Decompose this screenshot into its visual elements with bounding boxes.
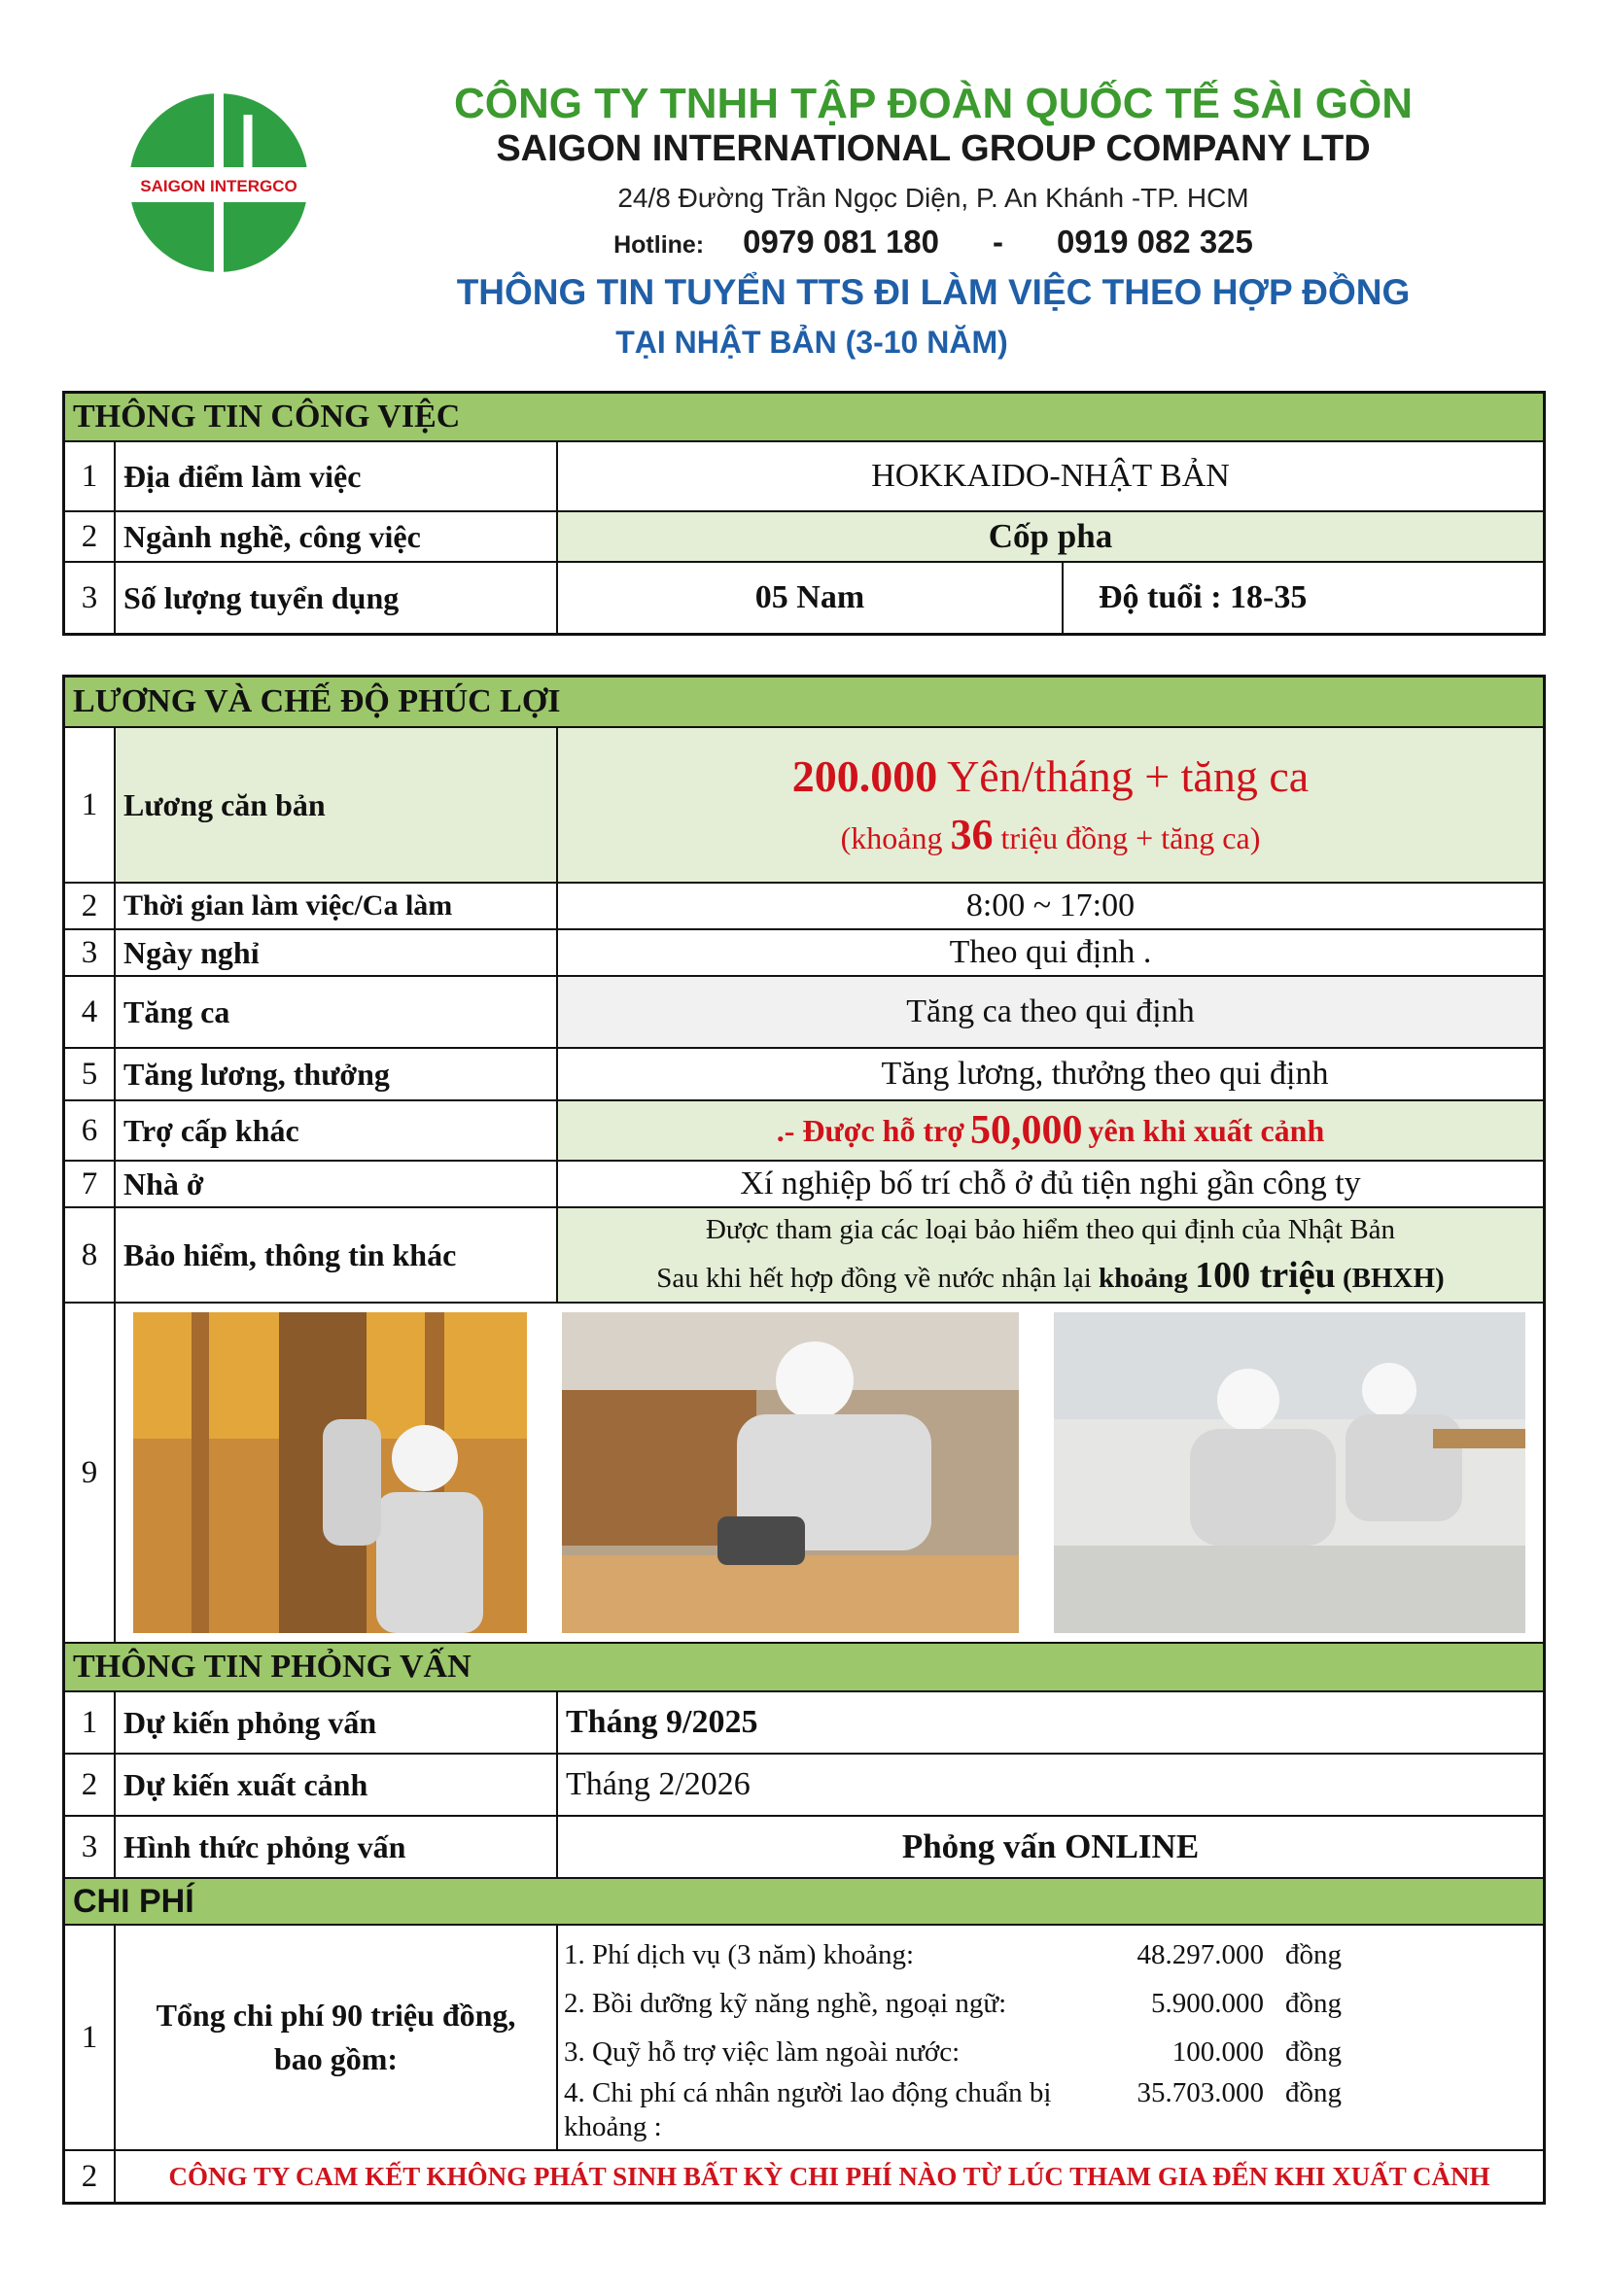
- hotline-number-1: 0979 081 180: [743, 224, 940, 260]
- allowance-prefix: .- Được hỗ trợ: [776, 1112, 965, 1148]
- row-number: 1: [65, 1692, 116, 1753]
- row-number: 2: [65, 2151, 116, 2202]
- recruit-title: THÔNG TIN TUYỂN TTS ĐI LÀM VIỆC THEO HỢP ĐỒNG: [456, 272, 1411, 312]
- raise-bonus-value: Tăng lương, thưởng theo qui định: [881, 1056, 1329, 1092]
- job-info-title: THÔNG TIN CÔNG VIỆC: [73, 399, 461, 435]
- cost-item-unit: đồng: [1285, 2035, 1342, 2068]
- salary-suffix: Yên/tháng + tăng ca: [937, 751, 1310, 801]
- raise-bonus-label: Tăng lương, thưởng: [116, 1049, 558, 1099]
- salary-benefits-table: [62, 675, 1546, 2205]
- allowance-suffix: yên khi xuất cảnh: [1088, 1112, 1325, 1148]
- row-number: 3: [65, 930, 116, 975]
- age-range: Độ tuổi : 18-35: [1099, 579, 1308, 615]
- cost-item-amount: 5.900.000: [1151, 1987, 1264, 2019]
- insurance-value: [558, 1208, 1543, 1302]
- cost-item-label: 3. Quỹ hỗ trợ việc làm ngoài nước:: [564, 2035, 961, 2068]
- days-off-value: Theo qui định .: [949, 934, 1152, 970]
- working-hours-label: Thời gian làm việc/Ca làm: [116, 884, 558, 928]
- company-name-en: SAIGON INTERNATIONAL GROUP COMPANY LTD: [496, 128, 1371, 169]
- allowance-label: Trợ cấp khác: [116, 1101, 558, 1160]
- company-logo: [122, 86, 316, 280]
- cost-item-amount: 48.297.000: [1136, 1938, 1264, 1970]
- row-number: 8: [65, 1208, 116, 1302]
- approx-suffix: triệu đồng + tăng ca): [993, 820, 1261, 855]
- cost-item-unit: đồng: [1285, 2077, 1342, 2109]
- occupation-value: Cốp pha: [558, 512, 1543, 561]
- insurance-line-2-bold: khoảng: [1099, 1262, 1196, 1294]
- headcount-label: Số lượng tuyển dụng: [116, 563, 558, 633]
- work-location-value: HOKKAIDO-NHẬT BẢN: [871, 458, 1230, 494]
- overtime-value: Tăng ca theo qui định: [558, 977, 1543, 1047]
- cost-item-label: 1. Phí dịch vụ (3 năm) khoảng:: [564, 1938, 915, 1970]
- interview-format-label: Hình thức phỏng vấn: [116, 1817, 558, 1877]
- departure-date-value: Tháng 2/2026: [566, 1766, 751, 1802]
- job-info-table: [62, 391, 1546, 636]
- row-number: 3: [65, 1817, 116, 1877]
- housing-label: Nhà ở: [116, 1162, 558, 1206]
- row-number: 4: [65, 977, 116, 1047]
- cost-item-amount: 35.703.000: [1136, 2077, 1264, 2109]
- row-number: 2: [65, 512, 116, 561]
- costs-title: CHI PHÍ: [73, 1882, 194, 1920]
- days-off-label: Ngày nghỉ: [116, 930, 558, 975]
- interview-date-label: Dự kiến phỏng vấn: [116, 1692, 558, 1753]
- base-salary-label: Lương căn bản: [116, 728, 558, 882]
- row-number: 1: [65, 1926, 116, 2149]
- salary-amount: 200.000: [791, 751, 938, 801]
- photo-gallery: [116, 1304, 1543, 1642]
- cost-item: [564, 2076, 1537, 2144]
- interview-date-value: Tháng 9/2025: [566, 1704, 758, 1740]
- insurance-line-2-prefix: Sau khi hết hợp đồng về nước nhận lại: [656, 1262, 1100, 1294]
- hotline-label: Hotline:: [613, 231, 705, 259]
- interview-format-value: Phỏng vấn ONLINE: [901, 1827, 1200, 1865]
- overtime-label: Tăng ca: [116, 977, 558, 1047]
- row-number: 3: [65, 563, 116, 633]
- cost-item: [564, 1979, 1537, 2028]
- hotline-number-2: 0919 082 325: [1057, 224, 1253, 260]
- company-address: 24/8 Đường Trần Ngọc Diện, P. An Khánh -TP. HCM: [617, 183, 1249, 213]
- base-salary-value: [558, 728, 1543, 882]
- cost-item: [564, 2028, 1537, 2076]
- row-number: 1: [65, 442, 116, 510]
- photo-workers-measuring: [1054, 1312, 1525, 1633]
- row-number: 6: [65, 1101, 116, 1160]
- cost-item-label: 2. Bồi dưỡng kỹ năng nghề, ngoại ngữ:: [564, 1987, 1007, 2019]
- row-number: 2: [65, 1755, 116, 1815]
- interview-title: THÔNG TIN PHỎNG VẤN: [73, 1649, 472, 1685]
- insurance-line-2-suffix: (BHXH): [1335, 1262, 1445, 1294]
- cost-summary: Tổng chi phí 90 triệu đồng, bao gồm:: [116, 1926, 558, 2149]
- working-hours-value: 8:00 ~ 17:00: [965, 887, 1136, 923]
- row-number: 1: [65, 728, 116, 882]
- occupation-label: Ngành nghề, công việc: [116, 512, 558, 561]
- cost-item-unit: đồng: [1285, 1938, 1342, 1970]
- approx-amount: 36: [950, 811, 994, 858]
- salary-title: LƯƠNG VÀ CHẾ ĐỘ PHÚC LỢI: [73, 683, 561, 719]
- company-name-vn: CÔNG TY TNHH TẬP ĐOÀN QUỐC TẾ SÀI GÒN: [454, 80, 1413, 127]
- work-location-label: Địa điểm làm việc: [116, 442, 558, 510]
- no-extra-cost-commitment: CÔNG TY CAM KẾT KHÔNG PHÁT SINH BẤT KỲ CHI PHÍ NÀO TỪ LÚC THAM GIA ĐẾN KHI XUẤT CẢNH: [168, 2161, 1490, 2191]
- allowance-amount: 50,000: [970, 1108, 1083, 1153]
- hotline-separator: -: [993, 224, 1004, 260]
- row-number: 9: [65, 1304, 116, 1642]
- cost-breakdown: [558, 1926, 1543, 2149]
- cost-item-label: 4. Chi phí cá nhân người lao động chuẩn bị khoảng :: [564, 2077, 1052, 2142]
- cost-item: [564, 1931, 1537, 1979]
- photo-worker-formwork: [133, 1312, 527, 1633]
- departure-date-label: Dự kiến xuất cảnh: [116, 1755, 558, 1815]
- row-number: 5: [65, 1049, 116, 1099]
- insurance-line-1: Được tham gia các loại bảo hiểm theo qui định của Nhật Bản: [705, 1213, 1396, 1245]
- photo-worker-cutting-wood: [562, 1312, 1019, 1633]
- allowance-value: [558, 1101, 1543, 1160]
- hotline: [321, 224, 1546, 261]
- insurance-label: Bảo hiểm, thông tin khác: [116, 1208, 558, 1302]
- housing-value: Xí nghiệp bố trí chỗ ở đủ tiện nghi gần công ty: [740, 1165, 1361, 1201]
- insurance-amount: 100 triệu: [1195, 1254, 1336, 1296]
- logo-text: SAIGON INTERGCO: [140, 177, 297, 195]
- approx-prefix: (khoảng: [840, 820, 951, 855]
- recruit-subtitle: TẠI NHẬT BẢN (3-10 NĂM): [615, 325, 1008, 360]
- cost-item-unit: đồng: [1285, 1987, 1342, 2019]
- cost-item-amount: 100.000: [1171, 2035, 1264, 2068]
- row-number: 2: [65, 884, 116, 928]
- headcount-value: 05 Nam: [558, 563, 1064, 633]
- row-number: 7: [65, 1162, 116, 1206]
